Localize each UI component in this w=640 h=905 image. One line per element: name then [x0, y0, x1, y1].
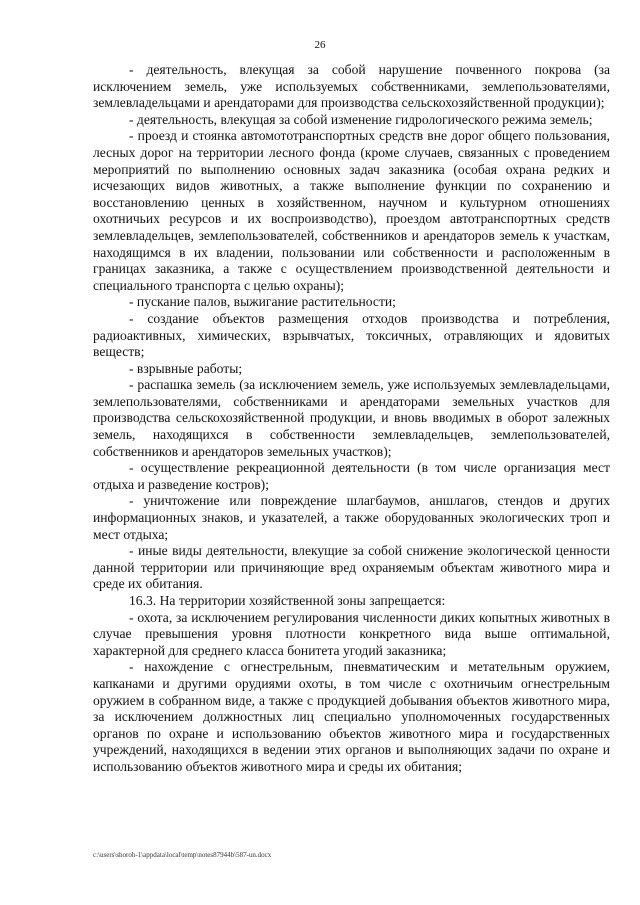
- list-item: - пускание палов, выжигание растительности;: [129, 294, 396, 310]
- list-item: - проезд и стоянка автомототранспортных средств вне дорог общего пользования, лесных дорог на территории лесного фонда (кроме случаев, связанных с проведением мероприятий по выполнению основных задач заказника (особая охрана редких и исчезающих видов животных, а также выполнение функции по сохранению и восстановлению ценных в хозяйственном, научном и культурном отношениях охотничьих ресурсов и их воспроизводство), проездом автотранспортных средств землевладельцев, землепользователей, собственников и арендаторов земель к участкам, находящимся в их владении, пользовании или собственности и расположенным в границах заказника, а также с осуществлением производственной деятельности и специального транспорта с целью охраны);: [93, 128, 610, 293]
- footer-file-path: c:\users\shoroh-1\appdata\local\temp\notes87944b\587-un.docx: [93, 851, 272, 859]
- list-item: - взрывные работы;: [129, 360, 243, 376]
- list-item: - охота, за исключением регулирования численности диких копытных животных в случае превышения уровня плотности конкретного вида выше оптимальной, характерной для среднего класса бонитета угодий заказника;: [93, 609, 610, 658]
- list-item: - иные виды деятельности, влекущие за собой снижение экологической ценности данной территории или причиняющие вред охраняемым объектам животного мира и среде их обитания.: [93, 543, 610, 592]
- page-number: 26: [314, 39, 326, 51]
- list-item: - уничтожение или повреждение шлагбаумов, аншлагов, стендов и других информационных знаков, и указателей, а также оборудованных экологических троп и мест отдыха;: [93, 493, 610, 542]
- list-item: - распашка земель (за исключением земель, уже используемых землевладельцами, землепользователями, собственниками и арендаторами земельных участков для производства сельскохозяйственной продукции, и вновь вводимых в оборот залежных земель, находящихся в собственности землевладельцев, землепользователей, собственников и арендаторов земельных участков);: [93, 377, 610, 459]
- document-body: [93, 62, 610, 776]
- list-item: - деятельность, влекущая за собой изменение гидрологического режима земель;: [129, 111, 593, 127]
- list-item: - нахождение с огнестрельным, пневматическим и метательным оружием, капканами и другими орудиями охоты, в том числе с охотничьим огнестрельным оружием в собранном виде, а также с продукцией добывания объектов животного мира, за исключением должностных лиц специально уполномоченных государственных органов по охране и использованию объектов животного мира и государственных учреждений, находящихся в ведении этих органов и выполняющих задачи по охране и использованию объектов животного мира и среды их обитания;: [93, 659, 610, 774]
- list-item: - осуществление рекреационной деятельности (в том числе организация мест отдыха и разведение костров);: [93, 460, 610, 492]
- section-heading: 16.3. На территории хозяйственной зоны запрещается:: [129, 593, 446, 608]
- list-item: - деятельность, влекущая за собой нарушение почвенного покрова (за исключением земель, уже используемых собственниками, землепользователями, землевладельцами и арендаторами для производства сельскохозяйственной продукции);: [93, 62, 610, 111]
- list-item: - создание объектов размещения отходов производства и потребления, радиоактивных, химических, взрывчатых, токсичных, отравляющих и ядовитых веществ;: [93, 310, 610, 360]
